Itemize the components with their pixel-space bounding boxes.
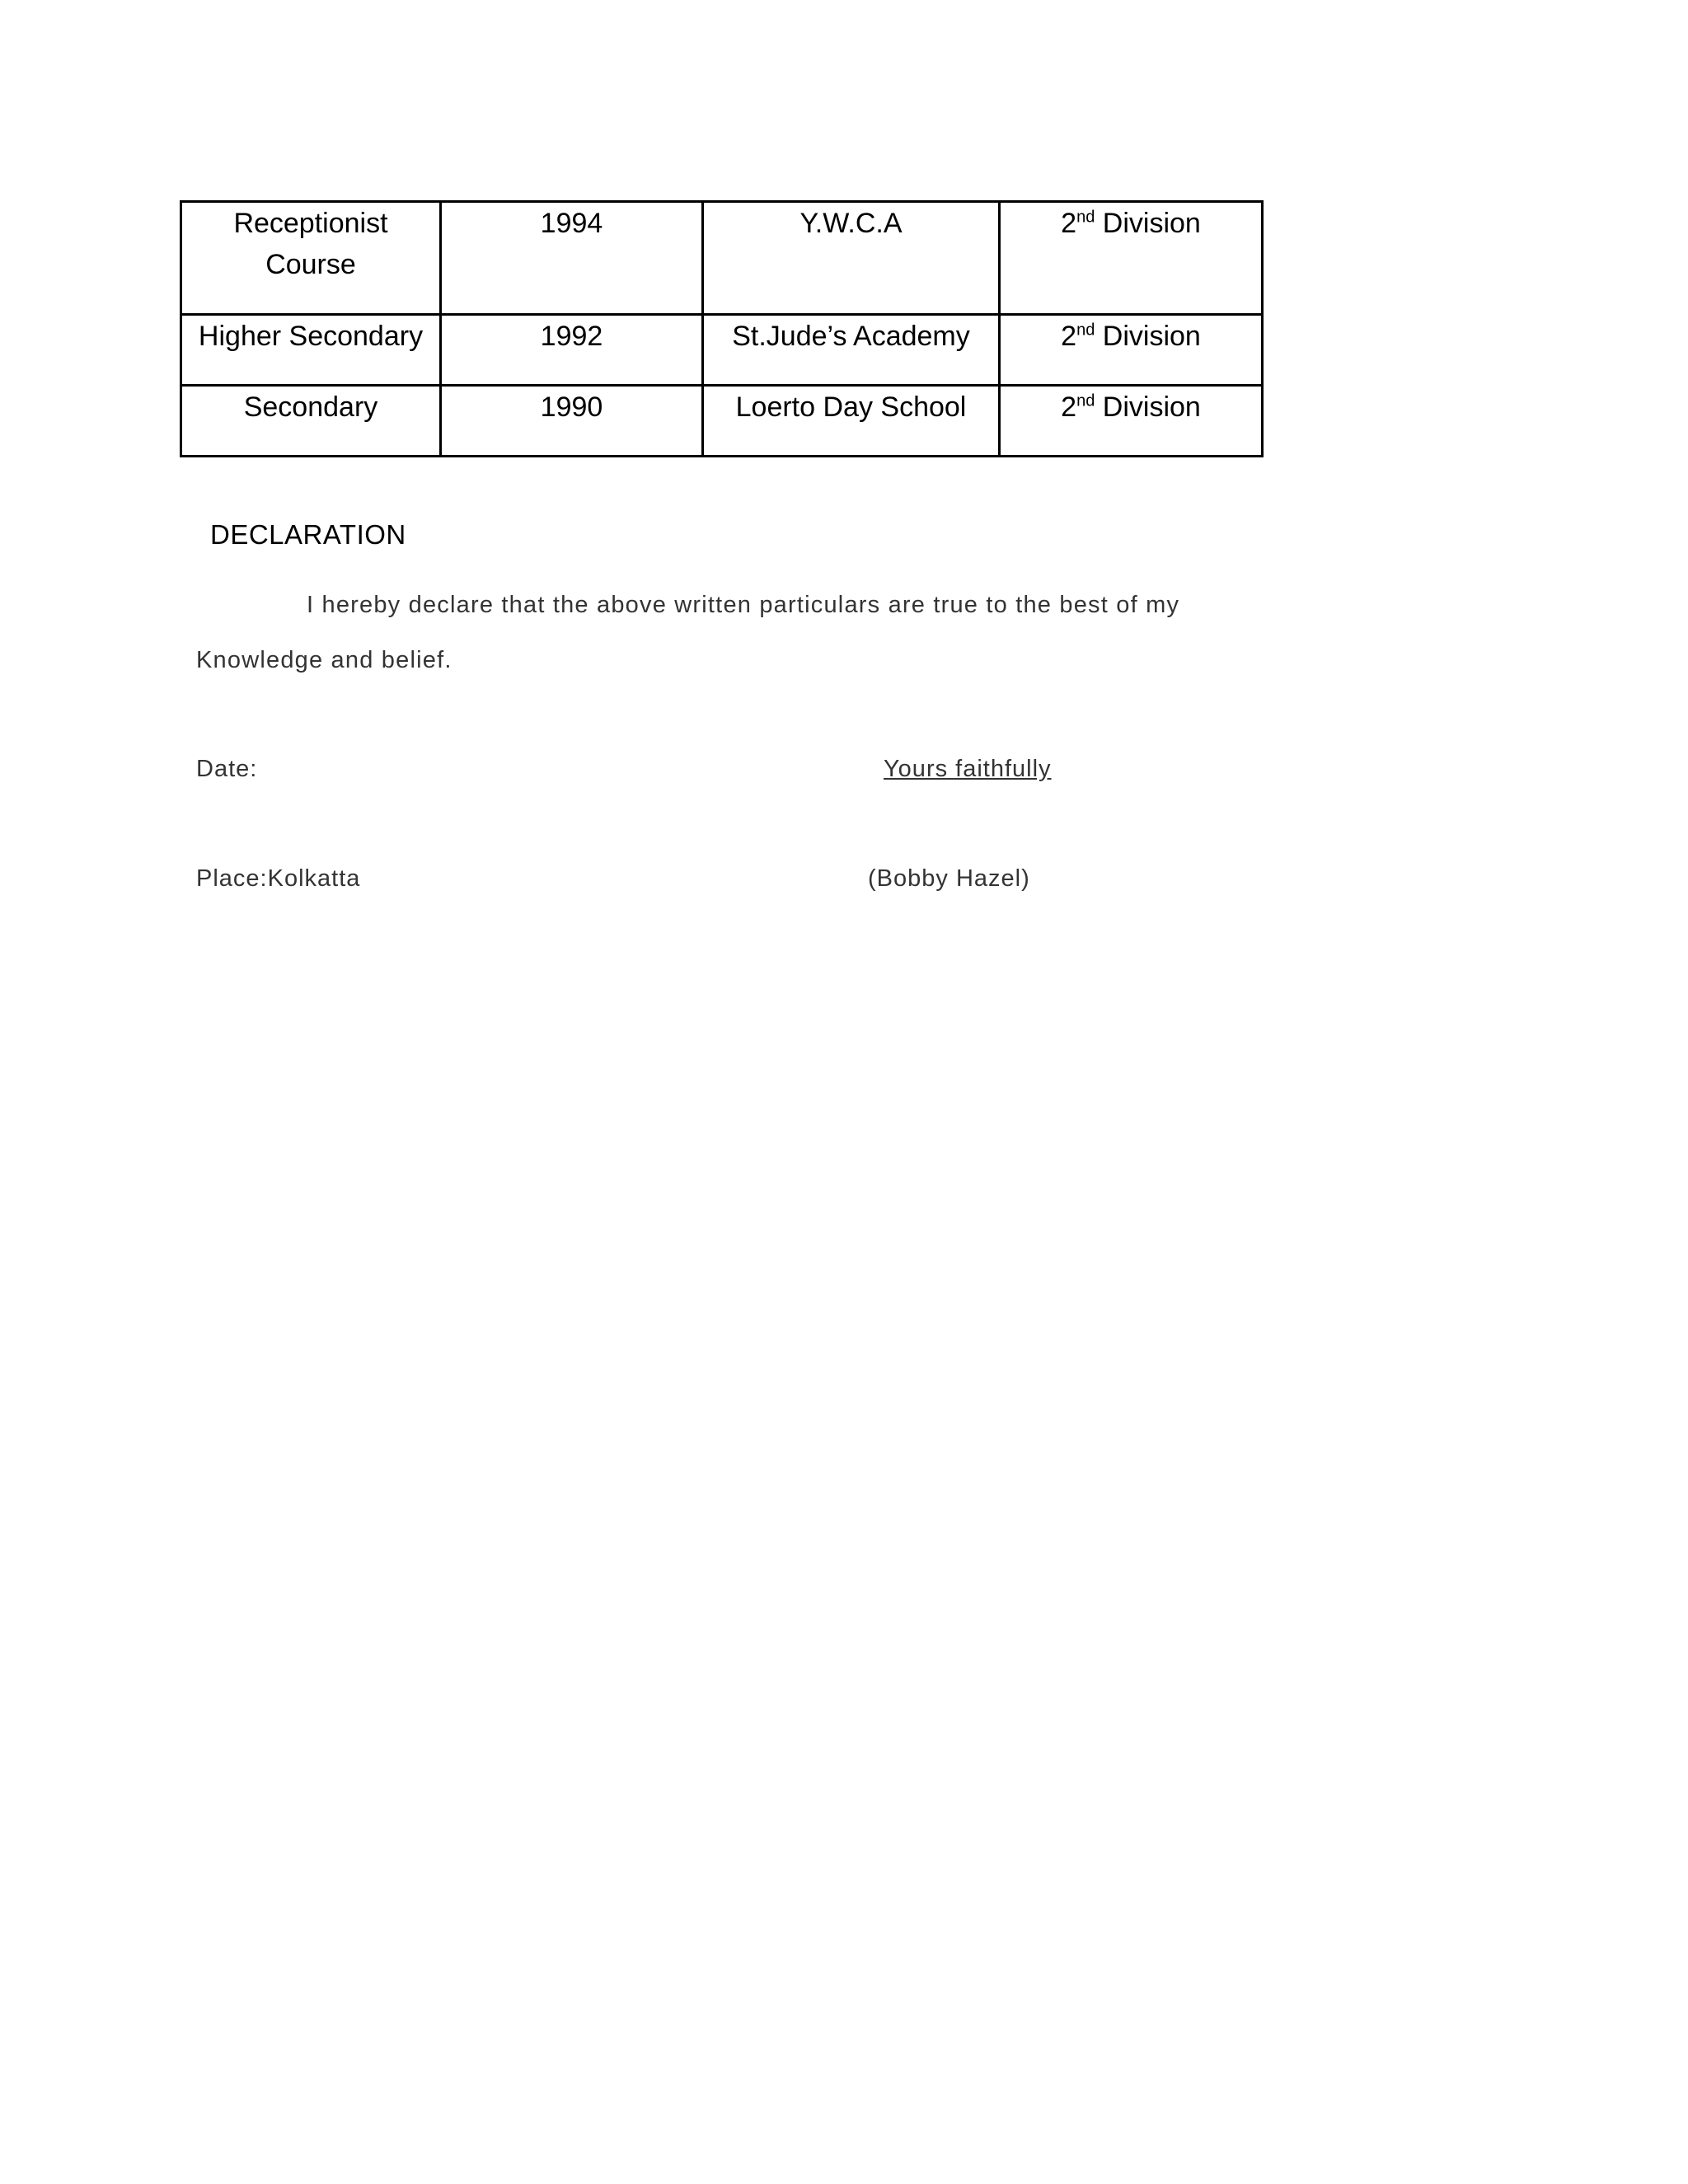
table-row — [181, 315, 1263, 386]
division-ordinal-suffix: nd — [1076, 321, 1095, 340]
table-row — [181, 386, 1263, 457]
place-line — [196, 865, 360, 893]
table-row — [181, 202, 1263, 315]
division-word: Division — [1102, 321, 1201, 352]
division-cell — [1000, 386, 1263, 457]
date-label: Date: — [196, 756, 258, 782]
division-cell — [1000, 315, 1263, 386]
declaration-text-line-1: I hereby declare that the above written particulars are true to the best of my — [307, 592, 1180, 618]
declaration-heading: DECLARATION — [210, 519, 406, 550]
institution-cell: Y.W.C.A — [703, 202, 1000, 315]
year-cell: 1992 — [441, 315, 703, 386]
course-cell: Higher Secondary — [181, 315, 441, 386]
division-ordinal-suffix: nd — [1076, 391, 1095, 410]
division-number: 2 — [1061, 321, 1077, 352]
year-cell: 1990 — [441, 386, 703, 457]
institution-cell: Loerto Day School — [703, 386, 1000, 457]
course-cell: Receptionist Course — [181, 202, 441, 315]
division-word: Division — [1102, 208, 1201, 239]
course-cell: Secondary — [181, 386, 441, 457]
division-cell — [1000, 202, 1263, 315]
division-ordinal-suffix: nd — [1076, 208, 1095, 227]
place-label: Place: — [196, 865, 268, 892]
division-number: 2 — [1061, 391, 1077, 423]
division-number: 2 — [1061, 208, 1077, 239]
year-cell: 1994 — [441, 202, 703, 315]
institution-cell: St.Jude’s Academy — [703, 315, 1000, 386]
signatory-name: (Bobby Hazel) — [868, 865, 1030, 892]
division-word: Division — [1102, 391, 1201, 423]
closing-salutation: Yours faithfully — [884, 756, 1052, 782]
education-table — [180, 200, 1264, 457]
declaration-text-line-2: Knowledge and belief. — [196, 647, 452, 673]
place-value: Kolkatta — [267, 865, 361, 892]
